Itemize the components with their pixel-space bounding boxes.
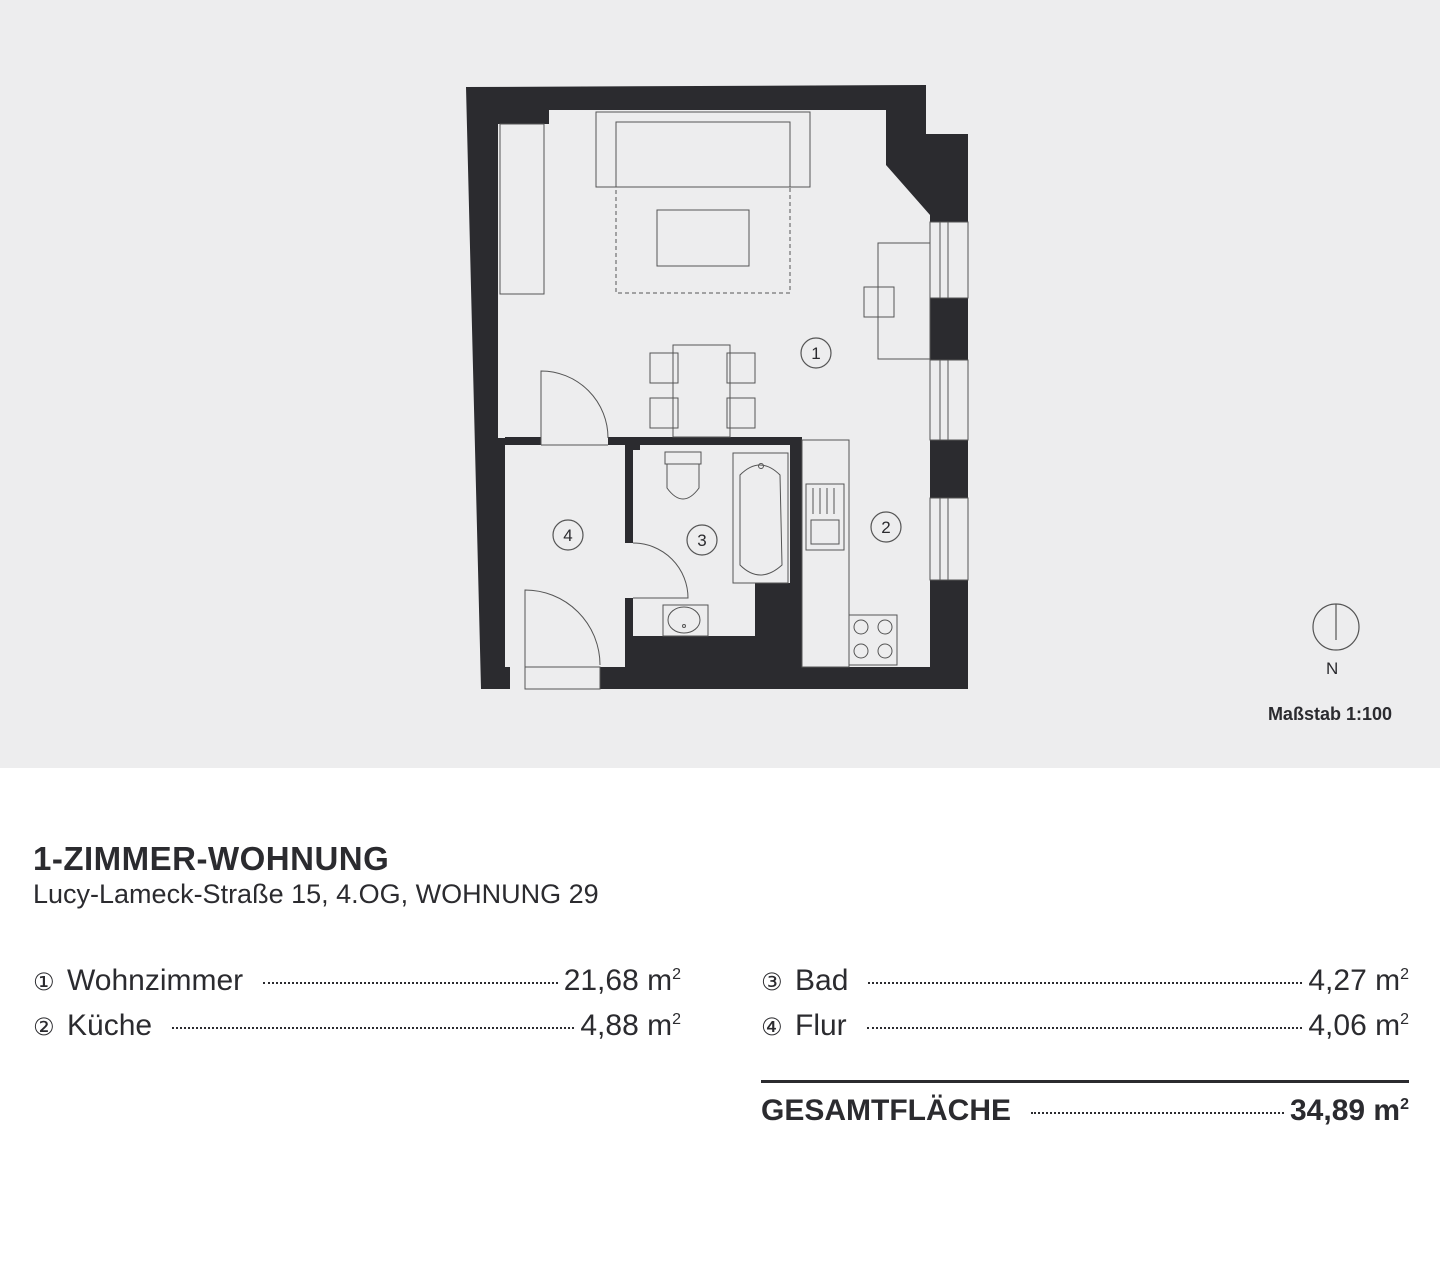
room-marker-3: 3 — [697, 531, 707, 550]
room-number: ② — [33, 1014, 55, 1041]
area-row-bad — [761, 964, 1409, 1004]
washbasin — [663, 605, 708, 636]
area-value: 4,27 m — [1308, 964, 1401, 997]
area-value: 21,68 m — [563, 964, 673, 997]
toilet-tank — [665, 452, 701, 464]
furniture — [500, 112, 930, 689]
wardrobe — [500, 124, 544, 294]
windows — [930, 222, 968, 580]
bathtub — [733, 453, 788, 583]
total-value: 34,89 m — [1290, 1094, 1401, 1127]
rug — [616, 187, 790, 293]
room-label: Küche — [67, 1009, 153, 1042]
area-row-flur — [761, 1009, 1409, 1049]
door-entrance — [525, 590, 600, 667]
apartment-title: 1-ZIMMER-WOHNUNG — [33, 840, 390, 877]
room-number: ④ — [761, 1014, 783, 1041]
dining-table — [673, 345, 730, 437]
room-area — [564, 964, 681, 998]
apartment-address: Lucy-Lameck-Straße 15, 4.OG, WOHNUNG 29 — [33, 879, 599, 909]
total-divider — [761, 1080, 1409, 1083]
dot-leader — [867, 1027, 1303, 1029]
room-marker-4: 4 — [563, 526, 573, 545]
dot-leader — [172, 1027, 574, 1029]
area-exponent: 2 — [672, 966, 681, 983]
compass-icon — [1313, 604, 1359, 650]
area-exponent: 2 — [1400, 1011, 1409, 1028]
dot-leader — [1031, 1112, 1284, 1114]
sink — [806, 484, 844, 550]
total-area-row — [761, 1094, 1409, 1134]
entrance-threshold — [525, 667, 600, 689]
room-area — [580, 1009, 681, 1043]
area-exponent: 2 — [1400, 966, 1409, 983]
room-number: ③ — [761, 969, 783, 996]
dot-leader — [263, 982, 558, 984]
total-area — [1290, 1094, 1409, 1128]
room-label: Bad — [795, 964, 849, 997]
door-living — [541, 371, 608, 445]
total-exponent: 2 — [1400, 1096, 1409, 1113]
room-number: ① — [33, 969, 55, 996]
scale-label: Maßstab 1:100 — [1267, 704, 1392, 724]
area-row-kueche — [33, 1009, 681, 1049]
desk — [878, 243, 930, 359]
apartment-info — [0, 768, 1440, 1280]
room-marker-2: 2 — [881, 518, 891, 537]
room-label: Flur — [795, 1009, 847, 1042]
room-marker-1: 1 — [811, 344, 821, 363]
area-row-wohnzimmer — [33, 964, 681, 1004]
room-area — [1308, 1009, 1409, 1043]
total-label: GESAMTFLÄCHE — [761, 1094, 1011, 1127]
desk-chair — [864, 287, 894, 317]
door-bath — [633, 543, 688, 598]
room-label: Wohnzimmer — [67, 964, 244, 997]
dot-leader — [868, 982, 1302, 984]
area-value: 4,88 m — [580, 1009, 673, 1042]
room-area — [1308, 964, 1409, 998]
compass-north-label: N — [1326, 659, 1339, 678]
sofa — [596, 112, 810, 187]
area-value: 4,06 m — [1308, 1009, 1401, 1042]
coffee-table — [657, 210, 749, 266]
toilet — [667, 464, 699, 499]
area-exponent: 2 — [672, 1011, 681, 1028]
kitchen-counter — [802, 440, 849, 667]
